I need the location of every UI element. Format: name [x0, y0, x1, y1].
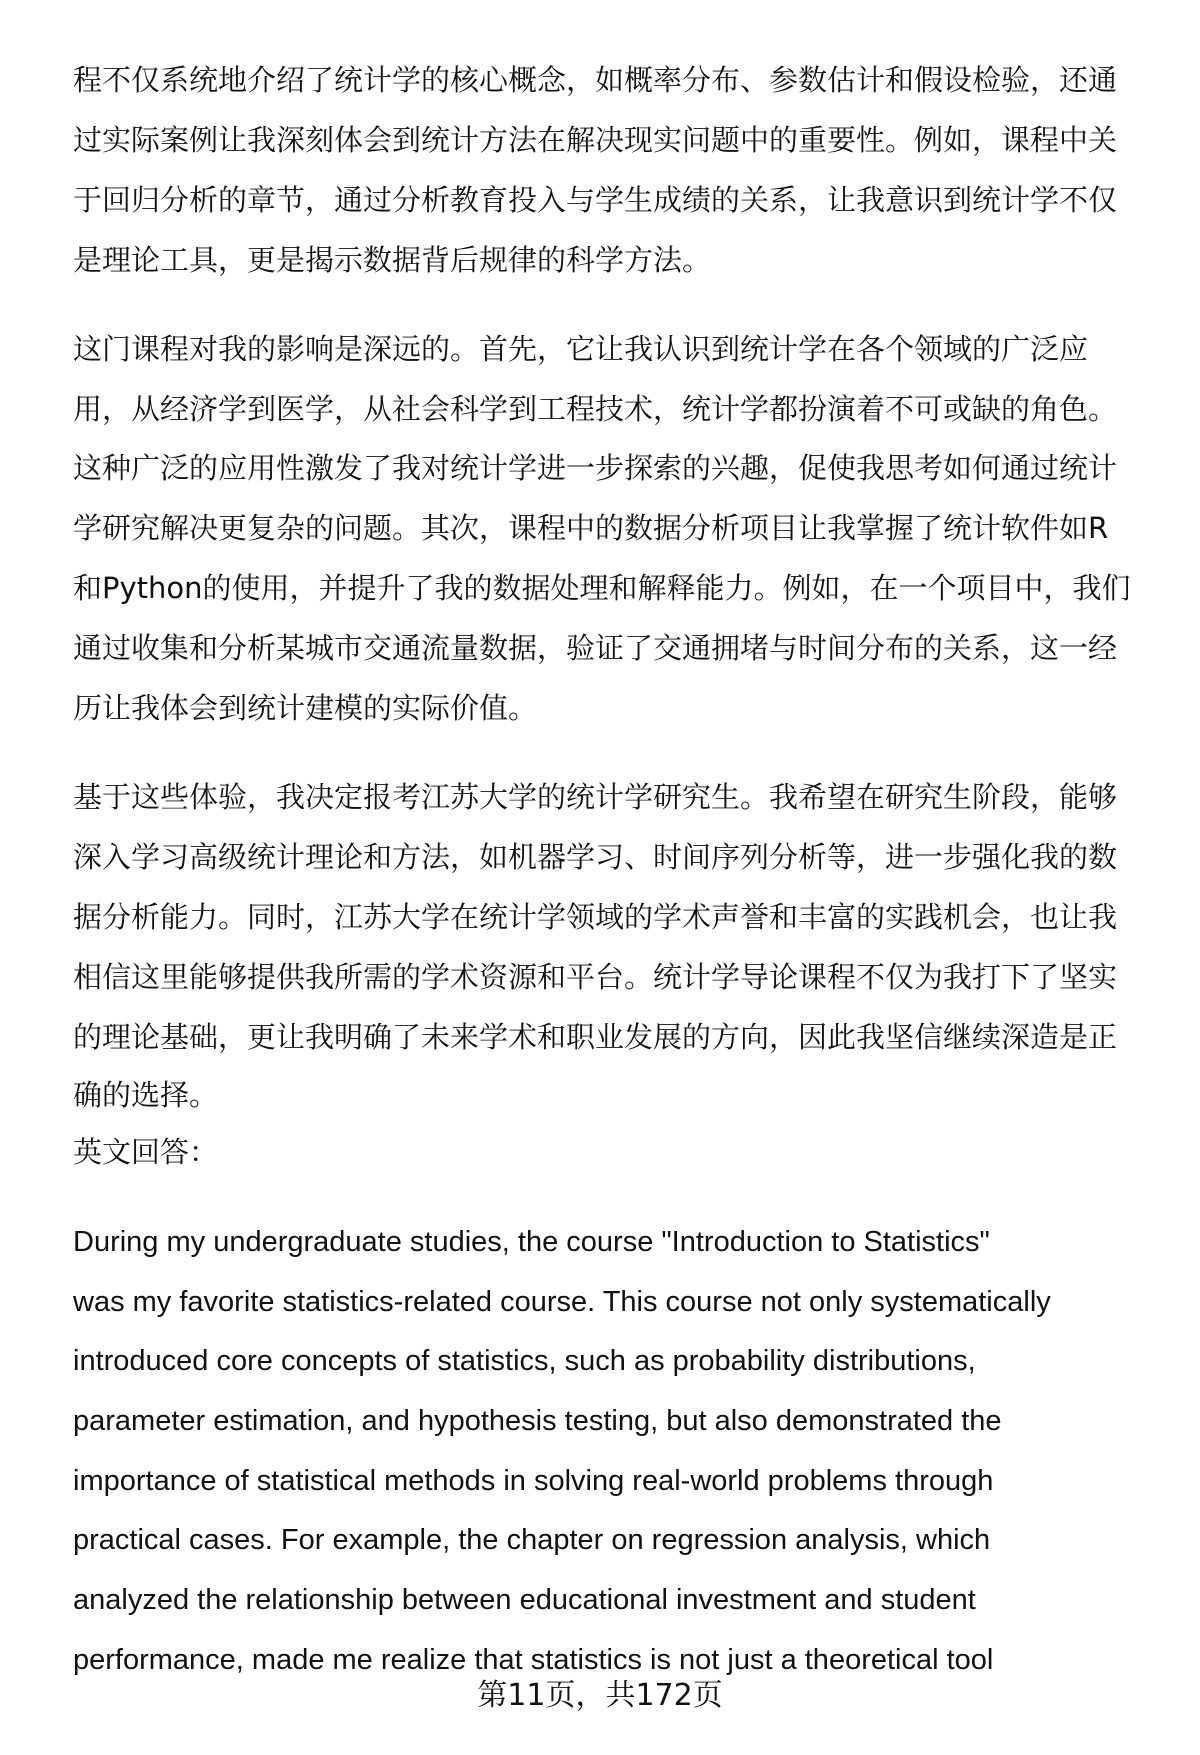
text-line: 深入学习高级统计理论和方法，如机器学习、时间序列分析等，进一步强化我的数: [73, 839, 1118, 874]
text-line: 于回归分析的章节，通过分析教育投入与学生成绩的关系，让我意识到统计学不仅: [73, 182, 1118, 217]
text-line: 这种广泛的应用性激发了我对统计学进一步探索的兴趣，促使我思考如何通过统计: [73, 450, 1118, 485]
text-line: importance of statistical methods in solving real-world problems through: [73, 1464, 994, 1497]
text-line: 是理论工具，更是揭示数据背后规律的科学方法。: [73, 242, 712, 277]
text-line: analyzed the relationship between educational investment and student: [73, 1583, 976, 1616]
text-line: 英文回答：: [73, 1135, 219, 1170]
text-line: was my favorite statistics-related course. This course not only systematically: [73, 1286, 1051, 1319]
text-line: 相信这里能够提供我所需的学术资源和平台。统计学导论课程不仅为我打下了坚实: [73, 959, 1118, 994]
text-line: 历让我体会到统计建模的实际价值。: [73, 690, 538, 725]
text-line: 学研究解决更复杂的问题。其次，课程中的数据分析项目让我掌握了统计软件如R: [73, 510, 1109, 545]
text-line: practical cases. For example, the chapter on regression analysis, which: [73, 1523, 991, 1556]
text-line: 基于这些体验，我决定报考江苏大学的统计学研究生。我希望在研究生阶段，能够: [73, 779, 1118, 814]
page-number: 第11页，共172页: [477, 1678, 723, 1713]
text-line: performance, made me realize that statistics is not just a theoretical tool: [73, 1643, 994, 1676]
text-line: parameter estimation, and hypothesis testing, but also demonstrated the: [73, 1404, 1002, 1437]
text-line: introduced core concepts of statistics, such as probability distributions,: [73, 1344, 976, 1377]
text-line: 据分析能力。同时，江苏大学在统计学领域的学术声誉和丰富的实践机会，也让我: [73, 899, 1118, 934]
text-line: 确的选择。: [73, 1078, 219, 1113]
text-line: 用，从经济学到医学，从社会科学到工程技术，统计学都扮演着不可或缺的角色。: [73, 391, 1118, 426]
text-line: 和Python的使用，并提升了我的数据处理和解释能力。例如，在一个项目中，我们: [73, 570, 1131, 605]
text-line: 的理论基础，更让我明确了未来学术和职业发展的方向，因此我坚信继续深造是正: [73, 1019, 1118, 1054]
text-line: 通过收集和分析某城市交通流量数据，验证了交通拥堵与时间分布的关系，这一经: [73, 630, 1118, 665]
text-line: During my undergraduate studies, the course "Introduction to Statistics": [73, 1226, 990, 1259]
text-line: 过实际案例让我深刻体会到统计方法在解决现实问题中的重要性。例如，课程中关: [73, 122, 1118, 157]
text-line: 程不仅系统地介绍了统计学的核心概念，如概率分布、参数估计和假设检验，还通: [73, 62, 1118, 97]
text-line: 这门课程对我的影响是深远的。首先，它让我认识到统计学在各个领域的广泛应: [73, 331, 1089, 366]
